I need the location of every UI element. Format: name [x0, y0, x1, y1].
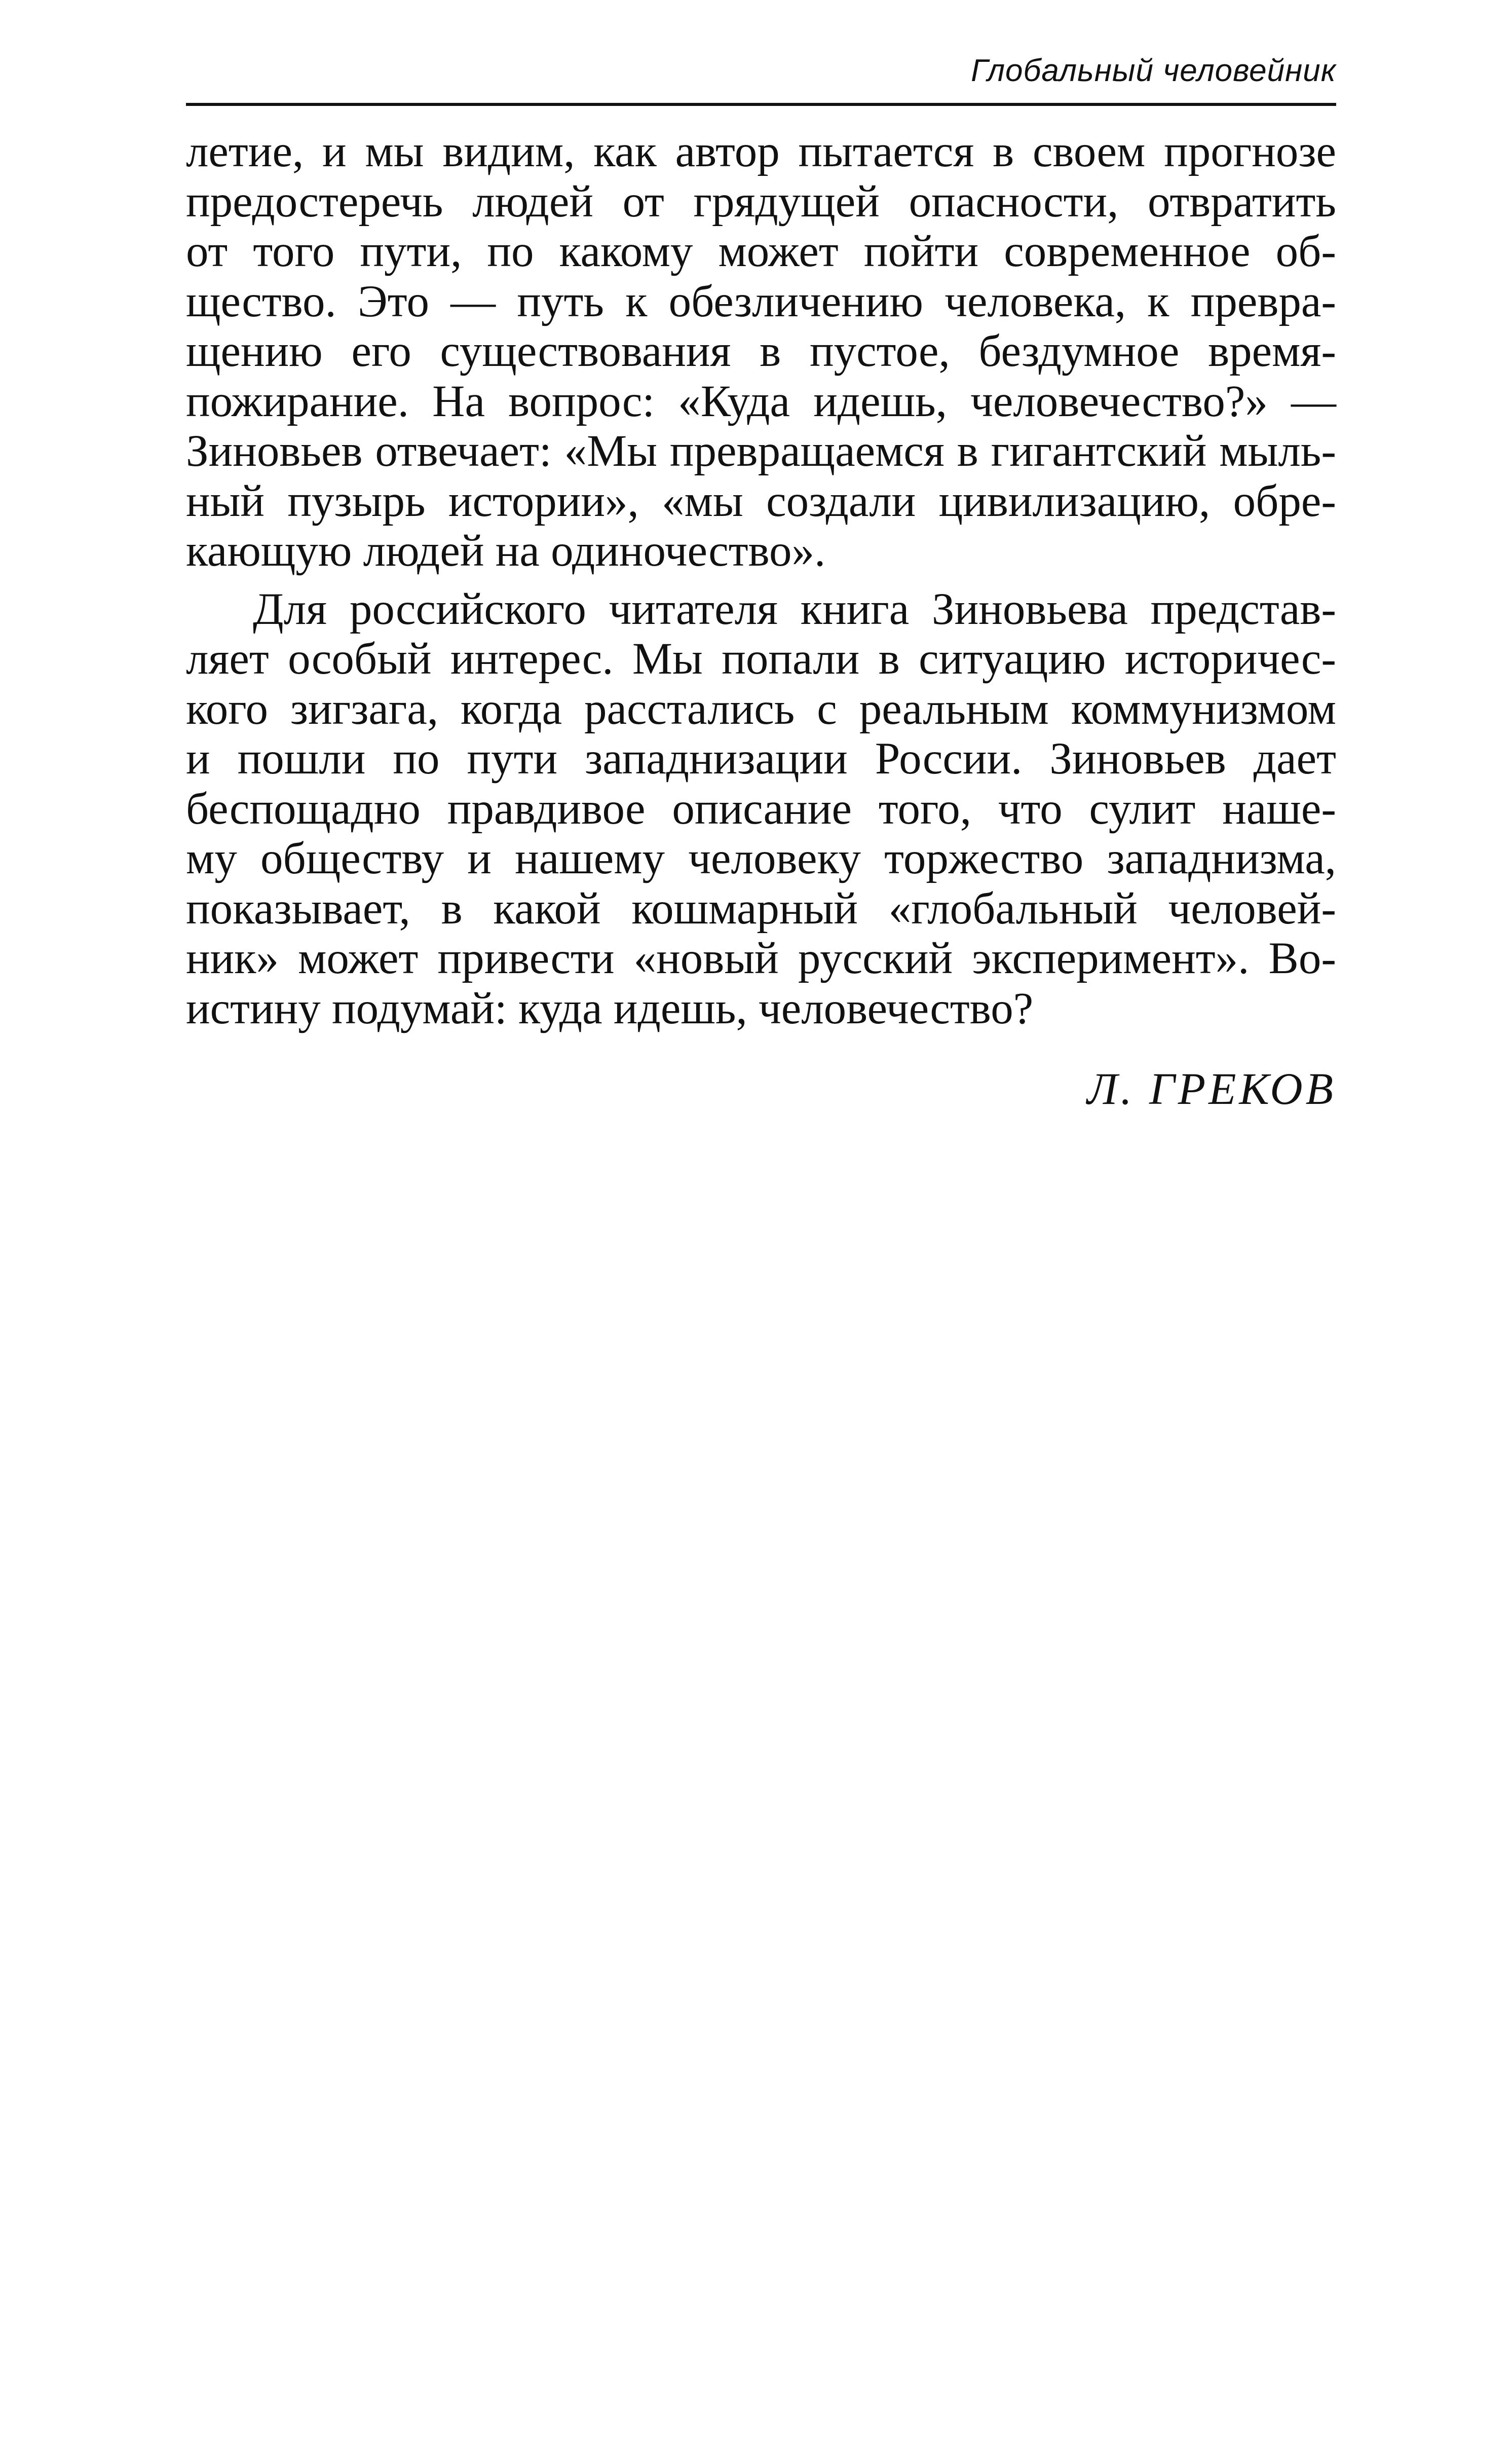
text-line: от того пути, по какому может пойти современное об-	[186, 227, 1336, 276]
text-line: предостеречь людей от грядущей опасности, отвратить	[186, 176, 1336, 227]
text-line: щество. Это — путь к обезличению человека, к превра-	[186, 276, 1336, 326]
text-line: ник» может привести «новый русский эксперимент». Во-	[186, 934, 1336, 983]
body-text	[186, 127, 1336, 1033]
author-signature: Л. ГРЕКОВ	[1087, 1064, 1336, 1114]
text-line: показывает, в какой кошмарный «глобальный человей-	[186, 883, 1336, 934]
running-head: Глобальный человейник	[971, 53, 1336, 88]
text-line: и пошли по пути западнизации России. Зиновьев дает	[186, 734, 1336, 784]
paragraph-2	[186, 584, 1336, 1034]
text-line: истину подумай: куда идешь, человечество?	[186, 983, 1034, 1033]
text-line: Для российского читателя книга Зиновьева представ-	[253, 584, 1336, 634]
text-line: щению его существования в пустое, бездумное время-	[186, 326, 1336, 376]
text-line: му обществу и нашему человеку торжество западнизма,	[186, 834, 1336, 883]
header-rule	[186, 103, 1336, 106]
text-line: беспощадно правдивое описание того, что сулит наше-	[186, 784, 1336, 834]
text-line: кого зигзага, когда расстались с реальным коммунизмом	[186, 684, 1336, 734]
paragraph-1	[186, 127, 1336, 576]
text-line: Зиновьев отвечает: «Мы превращаемся в гигантский мыль-	[186, 426, 1336, 476]
text-line: пожирание. На вопрос: «Куда идешь, человечество?» —	[186, 376, 1336, 426]
text-line: ляет особый интерес. Мы попали в ситуацию историчес-	[186, 634, 1336, 684]
text-line: ный пузырь истории», «мы создали цивилизацию, обре-	[186, 476, 1336, 526]
text-line: летие, и мы видим, как автор пытается в своем прогнозе	[186, 127, 1336, 176]
text-line: кающую людей на одиночество».	[186, 526, 826, 576]
